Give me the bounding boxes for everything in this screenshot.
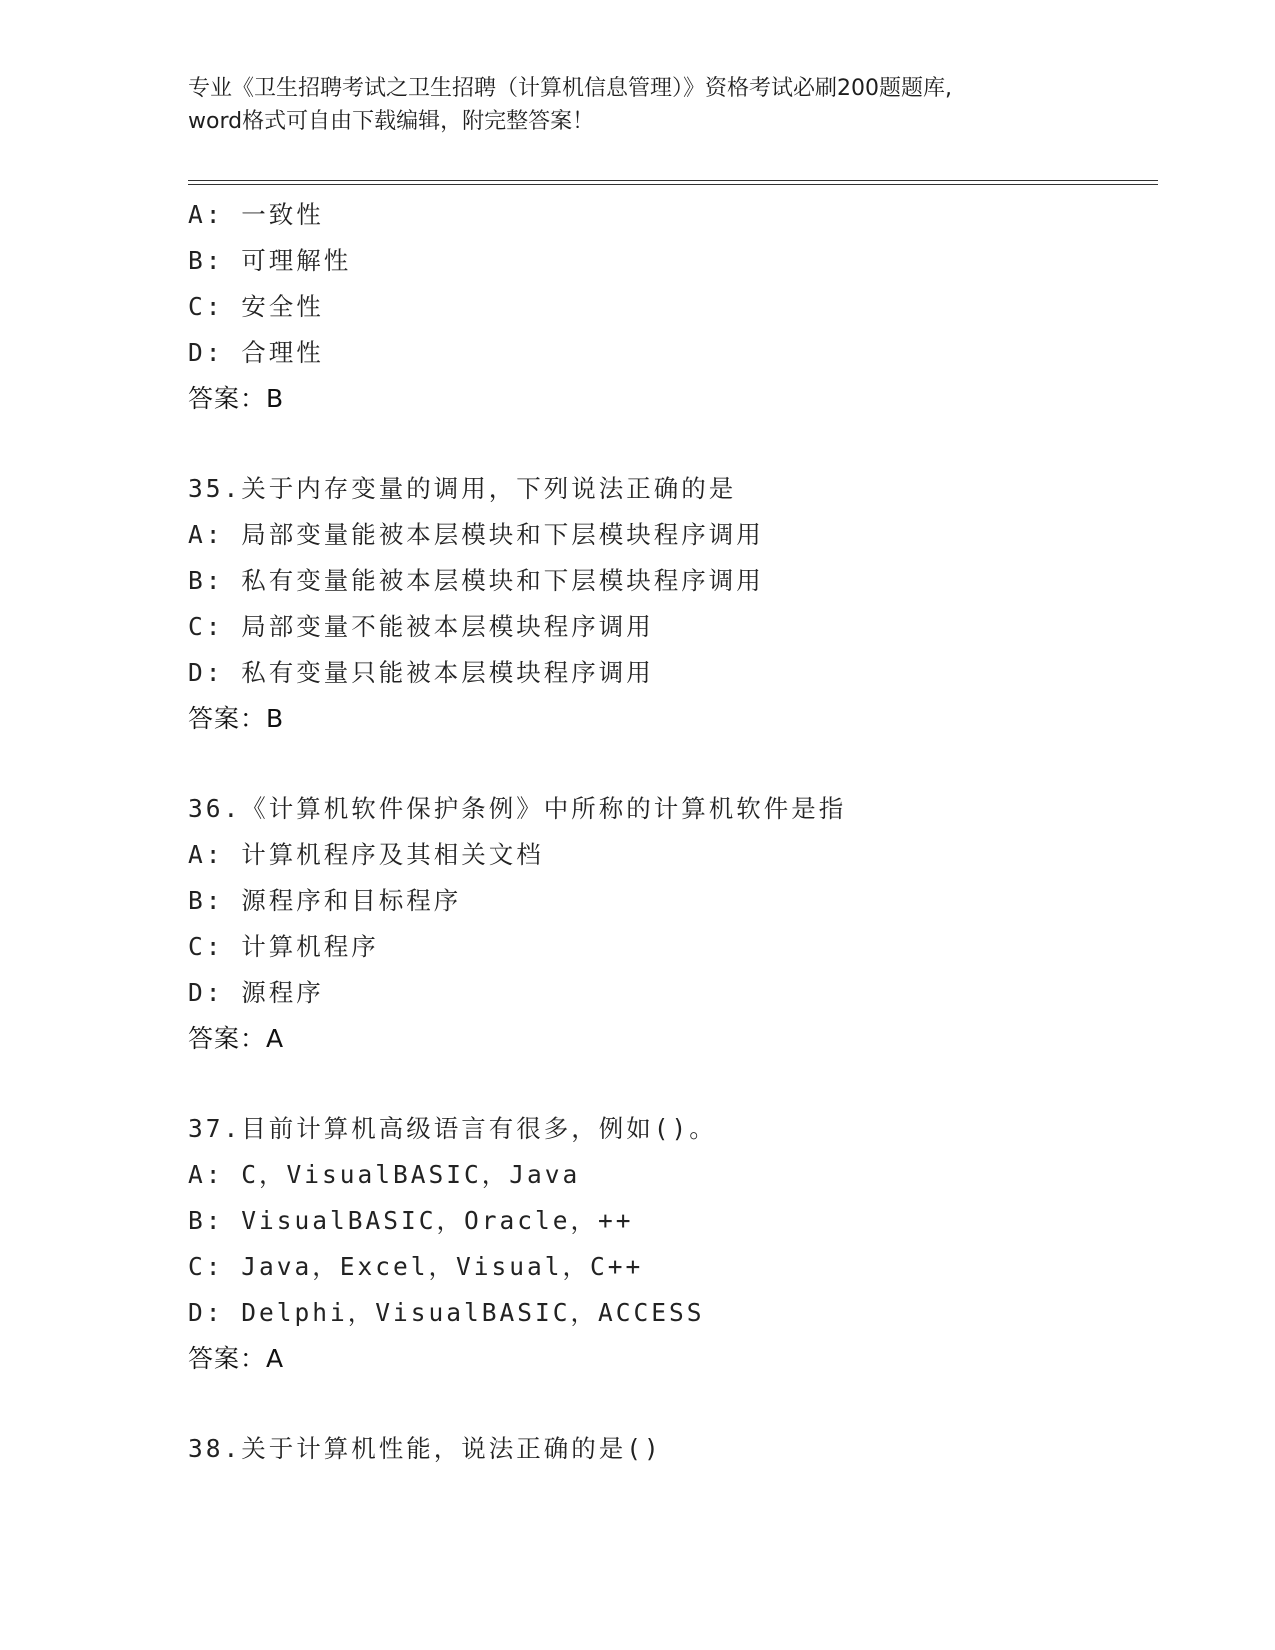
option-label: A:: [188, 200, 224, 229]
option-text: 计算机程序: [241, 932, 379, 961]
question-35: [188, 466, 1158, 742]
option-b: [188, 558, 1158, 604]
spacer: [188, 1062, 1158, 1106]
option-d: [188, 330, 1158, 376]
question-list: [188, 192, 1158, 1472]
spacer: [188, 1382, 1158, 1426]
option-a: [188, 192, 1158, 238]
option-d: [188, 650, 1158, 696]
spacer: [188, 422, 1158, 466]
question-stem: 35.关于内存变量的调用，下列说法正确的是: [188, 474, 737, 503]
question-37: [188, 1106, 1158, 1382]
option-c: [188, 1244, 1158, 1290]
option-text: 源程序: [241, 978, 324, 1007]
spacer: [188, 742, 1158, 786]
question-stem: 37.目前计算机高级语言有很多，例如()。: [188, 1114, 717, 1143]
option-text: 私有变量能被本层模块和下层模块程序调用: [241, 566, 764, 595]
option-b: [188, 1198, 1158, 1244]
option-label: C:: [188, 1252, 224, 1281]
option-text: 源程序和目标程序: [241, 886, 462, 915]
answer-line: 答案：A: [188, 1344, 285, 1373]
option-text: 可理解性: [241, 246, 352, 275]
option-a: [188, 512, 1158, 558]
header-line-2: word格式可自由下载编辑，附完整答案！: [188, 109, 595, 134]
option-text: 一致性: [241, 200, 324, 229]
option-label: A:: [188, 520, 224, 549]
option-b: [188, 878, 1158, 924]
question-34: [188, 192, 1158, 422]
document-header: [188, 72, 1088, 138]
option-c: [188, 284, 1158, 330]
option-text: VisualBASIC，Oracle，++: [241, 1206, 634, 1235]
option-label: C:: [188, 932, 224, 961]
option-label: D:: [188, 978, 224, 1007]
option-label: C:: [188, 612, 224, 641]
option-label: A:: [188, 1160, 224, 1189]
option-text: 局部变量能被本层模块和下层模块程序调用: [241, 520, 764, 549]
option-a: [188, 1152, 1158, 1198]
option-d: [188, 970, 1158, 1016]
option-label: D:: [188, 338, 224, 367]
option-text: C，VisualBASIC，Java: [241, 1160, 581, 1189]
answer-line: 答案：A: [188, 1024, 285, 1053]
answer-line: 答案：B: [188, 704, 285, 733]
header-divider-top: [188, 180, 1158, 181]
option-label: B:: [188, 886, 224, 915]
option-label: B:: [188, 566, 224, 595]
question-38: [188, 1426, 1158, 1472]
option-text: 合理性: [241, 338, 324, 367]
header-line-1: 专业《卫生招聘考试之卫生招聘（计算机信息管理）》资格考试必刷200题题库,: [188, 76, 952, 101]
option-d: [188, 1290, 1158, 1336]
option-text: Delphi，VisualBASIC，ACCESS: [241, 1298, 705, 1327]
option-c: [188, 924, 1158, 970]
option-text: 局部变量不能被本层模块程序调用: [241, 612, 654, 641]
option-text: 计算机程序及其相关文档: [241, 840, 544, 869]
option-label: A:: [188, 840, 224, 869]
option-a: [188, 832, 1158, 878]
option-c: [188, 604, 1158, 650]
question-36: [188, 786, 1158, 1062]
answer-line: 答案：B: [188, 384, 285, 413]
option-label: D:: [188, 658, 224, 687]
question-stem: 38.关于计算机性能，说法正确的是(): [188, 1434, 662, 1463]
header-divider-bottom: [188, 184, 1158, 185]
option-text: Java，Excel，Visual，C++: [241, 1252, 644, 1281]
option-b: [188, 238, 1158, 284]
option-label: B:: [188, 1206, 224, 1235]
option-text: 安全性: [241, 292, 324, 321]
question-stem: 36.《计算机软件保护条例》中所称的计算机软件是指: [188, 794, 847, 823]
option-label: B:: [188, 246, 224, 275]
option-text: 私有变量只能被本层模块程序调用: [241, 658, 654, 687]
option-label: D:: [188, 1298, 224, 1327]
option-label: C:: [188, 292, 224, 321]
